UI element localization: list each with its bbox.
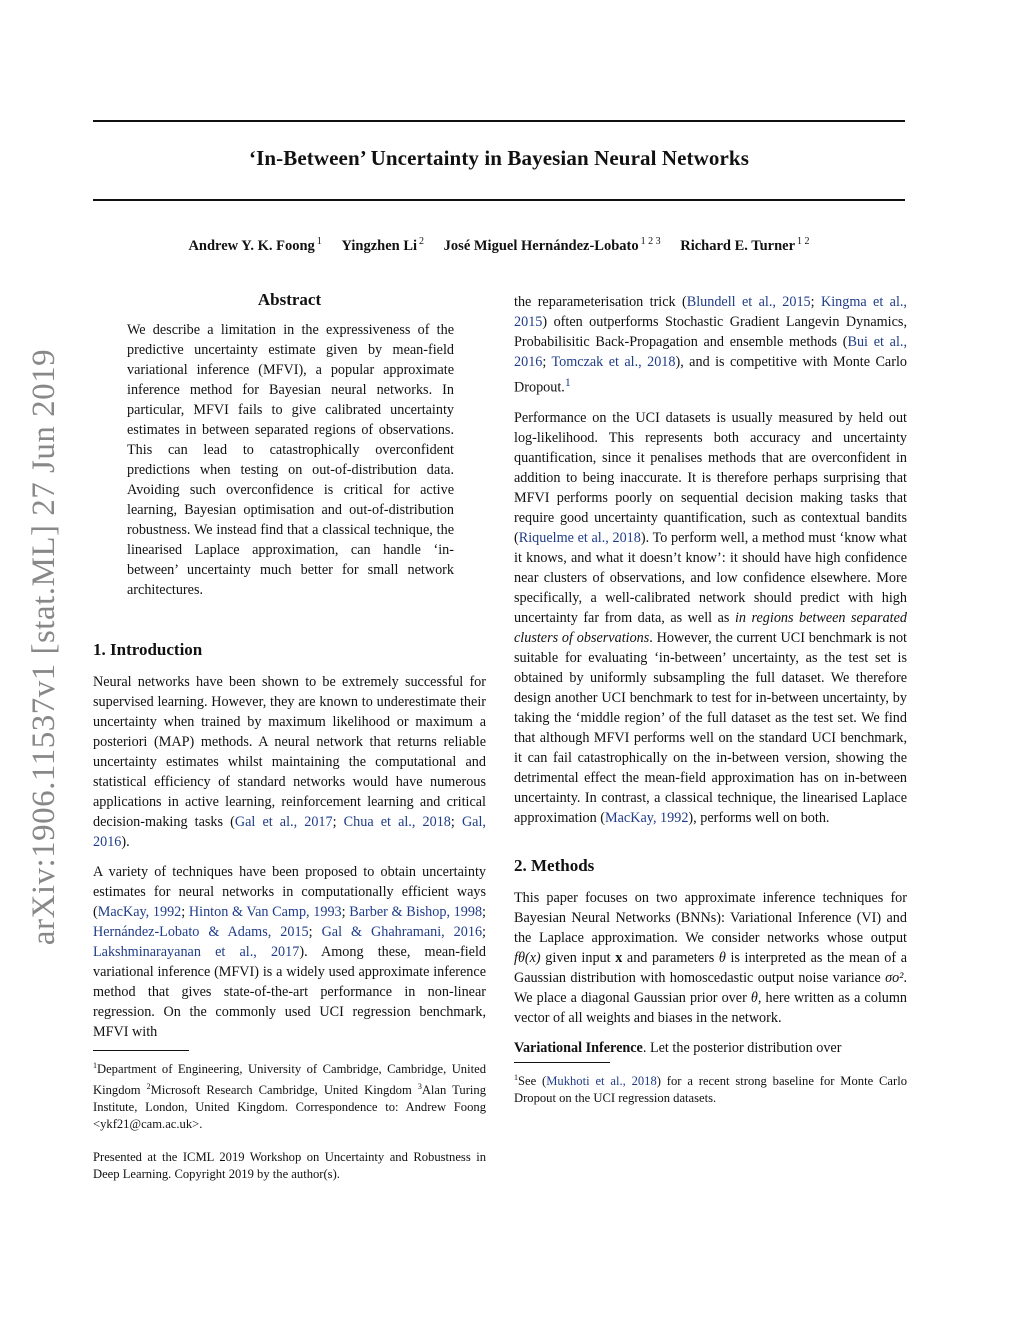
presented-note: Presented at the ICML 2019 Workshop on Uncertainty and Robustness in Deep Learning. Copyright 2019 by the author(s). xyxy=(93,1150,486,1182)
text: ) for a recent strong baseline for Monte Carlo Dropout on the UCI regression datasets. xyxy=(514,1073,907,1105)
right-column xyxy=(514,292,907,1107)
author-list xyxy=(93,236,905,255)
text: Department of Engineering, University of Cambridge, Cambridge, United Kingdom xyxy=(93,1062,486,1098)
author-name: Andrew Y. K. Foong xyxy=(188,237,315,254)
footnote-rule xyxy=(93,1050,189,1051)
text: ), and is competitive with Monte Carlo Dropout. xyxy=(514,354,907,396)
methods-paragraph-1 xyxy=(514,888,907,1028)
citation-link[interactable]: Blundell et al., 2015 xyxy=(686,294,811,310)
citation-link[interactable]: Bui et al., 2016 xyxy=(514,334,907,370)
arxiv-stamp: arXiv:1906.11537v1 [stat.ML] 27 Jun 2019 xyxy=(26,348,62,946)
math-f-theta: fθ(x) xyxy=(514,949,541,966)
text: This paper focuses on two approximate inference techniques for Bayesian Neural Networks (BNNs): Variational Inference (VI) and the Laplace approximation. We consider networks whose output xyxy=(514,889,907,946)
intro-paragraph-4 xyxy=(514,408,907,828)
introduction-heading: 1. Introduction xyxy=(93,640,203,659)
text: the reparameterisation trick ( xyxy=(514,294,687,310)
emphasis: in regions between separated clusters of observations xyxy=(514,609,907,646)
text: . Let the posterior distribution over xyxy=(642,1039,842,1056)
title-rule-top xyxy=(93,120,905,122)
abstract-text: We describe a limitation in the expressiveness of the predictive uncertainty estimate given by mean-field variational inference (MFVI), a popular approximate inference method for Bayesian neural networks. In particular, MFVI fails to give calibrated uncertainty estimates in between separated regions of observations. This can lead to catastrophically overconfident predictions when testing on out-of-distribution data. Avoiding such overconfidence is critical for active learning, Bayesian optimisation and out-of-distribution robustness. We instead find that a classical technique, the linearised Laplace approximation, can handle ‘in-between’ uncertainty much better for small network architectures. xyxy=(127,322,454,598)
citation-link[interactable]: Gal et al., 2017 xyxy=(234,814,333,830)
citation-link[interactable]: Kingma et al., 2015 xyxy=(514,294,907,330)
citation-link[interactable]: Chua et al., 2018 xyxy=(343,814,451,830)
title-rule-bottom xyxy=(93,199,905,201)
math-sigma: σo² xyxy=(885,969,904,986)
citation-link[interactable]: Tomczak et al., 2018 xyxy=(551,354,676,370)
author-4 xyxy=(680,238,809,254)
footnote-1 xyxy=(514,1069,907,1107)
text: is interpreted as the mean of a Gaussian distribution with homoscedastic output noise variance xyxy=(514,949,908,986)
math-theta: θ xyxy=(718,949,726,966)
left-column xyxy=(93,290,486,1183)
intro-paragraph-1: Neural networks have been shown to be extremely successful for supervised learning. However, they are known to underestimate their uncertainty when trained by maximum likelihood or maximum a posteriori (MAP) methods. A neural network that returns reliable uncertainty estimates whilst maintaining the computational and statistical efficiency of standard networks would have numerous applications in active learning, reinforcement learning and critical decision-making tasks (Gal et al., 2017; Chua et al., 2018; Gal, 2016). xyxy=(93,674,486,850)
citation-link[interactable]: Hinton & Van Camp, 1993 xyxy=(188,904,342,920)
text: Alan Turing Institute, London, United Kingdom. Correspondence to: Andrew Foong <ykf21@cam.ac.uk>. xyxy=(93,1083,486,1132)
text: given input xyxy=(540,949,616,966)
text: Microsoft Research Cambridge, United Kingdom xyxy=(150,1083,418,1098)
text: A variety of techniques have been proposed to obtain uncertainty estimates for neural networks in computationally efficient ways ( xyxy=(93,864,486,920)
methods-heading: 2. Methods xyxy=(514,855,595,875)
text: , here written as a column vector of all weights and biases in the network. xyxy=(514,989,907,1026)
author-name: Yingzhen Li xyxy=(341,237,418,254)
author-name: Richard E. Turner xyxy=(680,237,796,254)
run-in-heading: Variational Inference xyxy=(514,1039,643,1056)
footnote-mark: 1 xyxy=(93,1061,97,1070)
citation-link[interactable]: Lakshminarayanan et al., 2017 xyxy=(93,944,300,960)
text: ). To perform well, a method must ‘know what it knows, and what it doesn’t know’: it should have high confidence near clusters of observations, and low confidence elsewhere. More specifically, a well-calibrated network should predict with high uncertainty far from data, as well as xyxy=(514,529,907,626)
citation-link[interactable]: Barber & Bishop, 1998 xyxy=(349,904,483,920)
paper-title: ‘In-Between’ Uncertainty in Bayesian Neural Networks xyxy=(248,146,749,170)
citation-link[interactable]: MacKay, 1992 xyxy=(605,809,689,826)
author-name: José Miguel Hernández-Lobato xyxy=(443,237,639,254)
footnote-rule xyxy=(514,1062,610,1063)
abstract-heading: Abstract xyxy=(257,290,322,309)
author-3 xyxy=(444,238,661,254)
footnote-mark: 2 xyxy=(146,1082,151,1092)
footnote-mark: 3 xyxy=(417,1082,422,1092)
text: . We place a diagonal Gaussian prior over xyxy=(514,969,907,1006)
citation-link[interactable]: MacKay, 1992 xyxy=(97,904,182,920)
math-theta: θ xyxy=(750,989,758,1006)
text: ). xyxy=(121,834,130,850)
text: See ( xyxy=(518,1073,547,1088)
text: ). Among these, mean-field variational inference (MFVI) is a widely used approximate inference method that gives state-of-the-art performance in non-linear regression. On the commonly used UCI regression benchmark, MFVI with xyxy=(93,944,486,1040)
author-2 xyxy=(341,238,424,254)
citation-link[interactable]: Riquelme et al., 2018 xyxy=(518,529,641,546)
text: . However, the current UCI benchmark is not suitable for evaluating ‘in-between’ uncertainty, as the test set is obtained by uniformly subsampling the full dataset. We therefore design another UCI benchmark to test for in-between uncertainty, by taking the ‘middle region’ of the full dataset as the test set. We find that although MFVI performs well on the standard UCI benchmark, it can fail catastrophically on the in-between version, showing the detrimental effect the mean-field approximation has on in-between uncertainty. In contrast, a classical technique, the linearised Laplace approximation ( xyxy=(514,629,907,826)
text: ), performs well on both. xyxy=(688,809,830,826)
methods-paragraph-2 xyxy=(514,1038,907,1058)
intro-paragraph-2: A variety of techniques have been proposed to obtain uncertainty estimates for neural networks in computationally efficient ways (MacKay, 1992; Hinton & Van Camp, 1993; Barber & Bishop, 1998; Hernández-Lobato & Adams, 2015; Gal & Ghahramani, 2016; Lakshminarayanan et al., 2017). Among these, mean-field variational inference (MFVI) is a widely used approximate inference method that gives state-of-the-art performance in non-linear regression. On the commonly used UCI regression benchmark, MFVI with xyxy=(93,864,486,1040)
intro-paragraph-3: the reparameterisation trick (Blundell et al., 2015; Kingma et al., 2015) often outperforms Stochastic Gradient Langevin Dynamics, Probabilisitic Back-Propagation and ensemble methods (Bui et al., 2016; Tomczak et al., 2018), and is competitive with Monte Carlo Dropout.$^1$ xyxy=(514,294,907,396)
author-affil: 2 xyxy=(419,236,425,247)
citation-link[interactable]: Gal, 2016 xyxy=(93,814,486,850)
footnote-mark: 1 xyxy=(514,1072,518,1082)
author-1 xyxy=(188,238,321,254)
text: Neural networks have been shown to be extremely successful for supervised learning. However, they are known to underestimate their uncertainty when trained by maximum likelihood or maximum a posteriori (MAP) methods. A neural network that returns reliable uncertainty estimates whilst maintaining the computational and statistical efficiency of standard networks would have numerous applications in active learning, reinforcement learning and critical decision-making tasks ( xyxy=(93,674,486,830)
text: and parameters xyxy=(622,949,719,966)
author-affil: 1 2 3 xyxy=(640,236,661,247)
author-affil: 1 2 xyxy=(797,236,810,247)
text: Performance on the UCI datasets is usually measured by held out log-likelihood. This represents both accuracy and uncertainty quantification, since it penalises methods that are overconfident in addition to being inaccurate. It is therefore perhaps surprising that MFVI performs poorly on sequential decision making tasks that require good uncertainty quantification, such as contextual bandits ( xyxy=(514,409,907,546)
citation-link[interactable]: Gal & Ghahramani, 2016 xyxy=(321,924,483,940)
text: ) often outperforms Stochastic Gradient Langevin Dynamics, Probabilisitic Back-Propagation and ensemble methods ( xyxy=(514,314,907,350)
author-affil: 1 xyxy=(316,236,322,247)
footnote-ref[interactable]: 1 xyxy=(564,375,571,389)
citation-link[interactable]: Hernández-Lobato & Adams, 2015 xyxy=(93,924,309,940)
citation-link[interactable]: Mukhoti et al., 2018 xyxy=(546,1073,657,1088)
affiliation-footnote xyxy=(93,1057,486,1133)
math-x: x xyxy=(615,949,623,966)
